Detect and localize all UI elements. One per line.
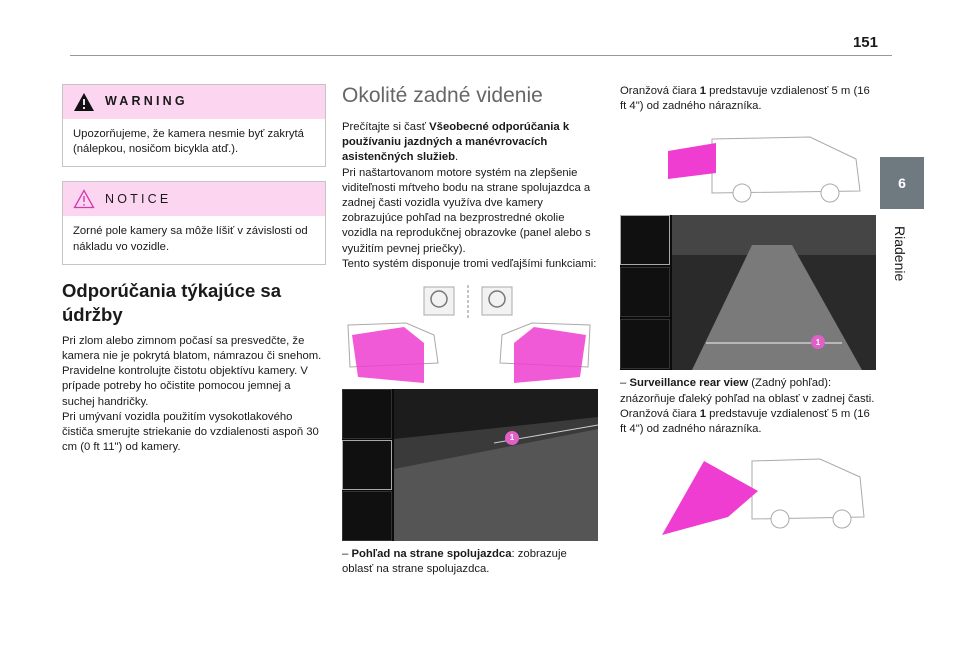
chapter-tab[interactable]: 6 <box>880 157 924 209</box>
marker-1: 1 <box>505 431 519 445</box>
left-column <box>62 84 326 455</box>
warning-callout <box>62 84 326 167</box>
marker-1: 1 <box>811 335 825 349</box>
notice-title: NOTICE <box>105 191 172 206</box>
maintenance-paragraph: Pravidelne kontrolujte čistotu objektívu kamery. V prípade potreby ho očistite pomocou jemnej a suchej handričky. <box>62 365 308 408</box>
surround-paragraph: Prečítajte si časť Všeobecné odporúčania k používaniu jazdných a manévrovacích asistenčných služieb. <box>342 121 570 164</box>
camera-view-icon <box>620 267 670 317</box>
view-cone <box>352 327 424 383</box>
passenger-view-item: – Pohľad na strane spolujazdca: zobrazuje oblasť na strane spolujazdca. <box>342 548 567 576</box>
cross-reference: Všeobecné odporúčania k používaniu jazdných a manévrovacích asistenčných služieb <box>342 121 570 164</box>
rear-cone-illustration <box>660 455 868 537</box>
camera-view-icon <box>620 319 670 369</box>
rear-view-item: – Surveillance rear view (Zadný pohľad): znázorňuje ďaleký pohľad na oblasť v zadnej časti. <box>620 377 875 405</box>
distance-paragraph: Oranžová čiara 1 predstavuje vzdialenosť 5 m (16 ft 4") od zadného nárazníka. <box>620 407 870 436</box>
surround-heading: Okolité zadné videnie <box>342 84 543 107</box>
rear-view-screen <box>620 215 876 370</box>
notice-callout <box>62 181 326 264</box>
right-column <box>620 84 876 537</box>
warning-title: WARNING <box>105 94 188 109</box>
view-cone <box>662 461 758 535</box>
side-view-illustration <box>660 129 868 205</box>
maintenance-heading: Odporúčania týkajúce sa údržby <box>62 279 282 325</box>
camera-view-icon <box>342 491 392 541</box>
header-rule <box>70 55 892 56</box>
camera-view-icon <box>342 440 392 490</box>
camera-views-illustration <box>342 285 598 383</box>
warning-text: Upozorňujeme, že kamera nesmie byť zakrytá (nálepkou, nosičom bicykla atď.). <box>73 128 304 156</box>
surround-paragraph: Tento systém disponuje tromi vedľajšími funkciami: <box>342 257 597 270</box>
maintenance-paragraph: Pri zlom alebo zimnom počasí sa presvedčte, že kamera nie je pokrytá blatom, námrazou či snehom. <box>62 334 322 363</box>
warning-icon <box>73 92 95 112</box>
surround-paragraph: Pri naštartovanom motore systém na zlepšenie viditeľnosti mŕtveho bodu na strane spolujazdca a zadnej časti vozidla využíva dve kamery zobrazujúce pohľad na bezprostredné okolie vozidla na reprodukčnej obrazovke (panel alebo s využitím pevnej priečky). <box>342 166 591 255</box>
view-cone <box>514 327 586 383</box>
distance-paragraph: Oranžová čiara 1 predstavuje vzdialenosť 5 m (16 ft 4") od zadného nárazníka. <box>620 85 870 113</box>
camera-view-icon <box>620 215 670 265</box>
middle-column <box>342 84 600 577</box>
chapter-title: Riadenie <box>892 226 908 282</box>
maintenance-paragraph: Pri umývaní vozidla použitím vysokotlakového čističa smerujte striekanie do vzdialenosti aspoň 30 cm (0 ft 11") od kamery. <box>62 410 319 454</box>
camera-view-icon <box>342 389 392 439</box>
passenger-view-screen <box>342 389 598 541</box>
view-cone <box>668 143 716 179</box>
page-number: 151 <box>852 34 878 51</box>
notice-icon <box>73 189 95 209</box>
notice-text: Zorné pole kamery sa môže líšiť v závislosti od nákladu vo vozidle. <box>73 225 308 253</box>
